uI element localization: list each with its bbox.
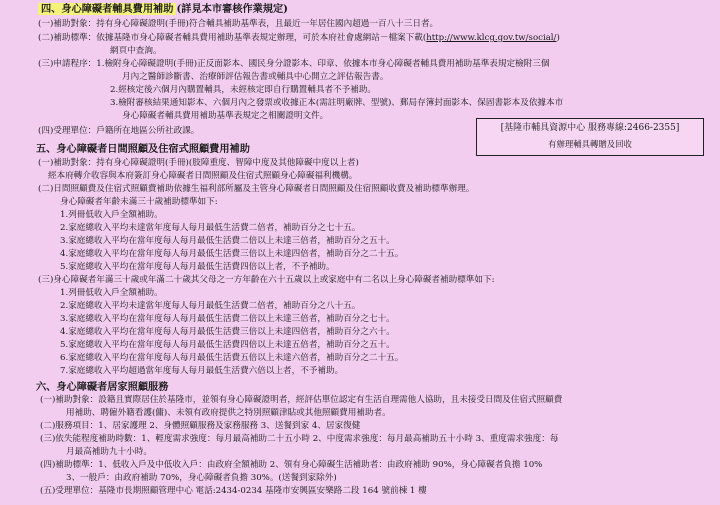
s5-item-2-intro: 身心障礙者年齡未滿三十歲補助標準如下: xyxy=(60,197,218,207)
s5-item-3-rule-5: 5.家庭總收入平均在當年度每人每月最低生活費四倍以上未達五倍者，補助百分之五十。 xyxy=(60,340,395,350)
s4-item-3-step-3-cont: 身心障礙者輔具費用補助基準表規定之相關證明文件。 xyxy=(122,111,329,121)
s6-item-3-cont: 月最高補助九十小時。 xyxy=(66,447,152,457)
s4-item-2-cont: 網頁中查詢。 xyxy=(110,46,162,56)
s4-item-2-close: ) xyxy=(556,33,560,43)
s5-item-3-rule-3: 3.家庭總收入平均在當年度每人每月最低生活費二倍以上未達三倍者，補助百分之七十。 xyxy=(60,314,395,324)
section-4-heading xyxy=(38,3,288,16)
s5-item-2-rule-3: 3.家庭總收入平均在當年度每人每月最低生活費二倍以上未達三倍者，補助百分之五十。 xyxy=(60,236,395,246)
s5-item-3-rule-1: 1.列冊低收入戶全額補助。 xyxy=(60,288,163,298)
s6-item-1-cont: 用補助、聘僱外籍看護(傭)、未領有政府提供之特別照顧津貼或其他照顧費用補助者。 xyxy=(66,408,391,418)
s6-item-5: (五)受理單位：基隆市長期照顧管理中心 電話:2434-0234 基隆市安興區安樂路二段 164 號前棟 1 樓 xyxy=(40,486,427,496)
s5-item-1-cont: 經本府轉介收容與本府簽訂身心障礙者日間照顧及住宿式照顧身心障礙福利機構。 xyxy=(48,171,358,181)
section-4-title: 四、身心障礙者輔具費用補助 xyxy=(38,3,176,15)
s4-item-1: (一)補助對象：持有身心障礙證明(手冊)符合輔具補助基準表，且最近一年居住國內超過一百八十三日者。 xyxy=(38,19,439,29)
service-hotline: [基隆市輔具資源中心 服務專線:2466-2355] xyxy=(500,123,680,133)
social-website-link[interactable]: http://www.klcg.gov.tw/social/ xyxy=(426,33,557,43)
s6-item-2: (二)服務項目：1、居家護理 2、身體照顧服務及家務服務 3、送餐到家 4、居家復健 xyxy=(40,421,361,431)
section-6-title: 六、身心障礙者居家照顧服務 xyxy=(36,381,169,393)
s5-item-1: (一)補助對象：持有身心障礙證明(手冊)(肢障重度、智障中度及其他障礙中度以上者) xyxy=(38,158,359,168)
s5-item-2-rule-2: 2.家庭總收入平均未達當年度每人每月最低生活費二倍者，補助百分之七十五。 xyxy=(60,223,361,233)
s6-item-3: (三)依失能程度補助時數：1、輕度需求強度：每月最高補助二十五小時 2、中度需求強度：每月最高補助五十小時 3、重度需求強度：每 xyxy=(40,434,559,444)
assistive-device-center-box xyxy=(476,118,704,156)
s6-item-4: (四)補助標準：1、低收入戶及中低收入戶：由政府全額補助 2、領有身心障礙生活補助者：由政府補助 90%，身心障礙者負擔 10% xyxy=(40,460,543,470)
s6-item-4-cont: 3、一般戶：由政府補助 70%，身心障礙者負擔 30%。(送餐到家除外) xyxy=(66,473,337,483)
s4-item-2-text: (二)補助標準：依據基隆市身心障礙者輔具費用補助基準表規定辦理，可於本府社會處網站－檔案下載( xyxy=(38,33,427,43)
s5-item-3-rule-7: 7.家庭總收入平均超過當年度每人每月最低生活費六倍以上者，不予補助。 xyxy=(60,366,344,376)
s6-item-1: (一)補助對象：設籍且實際居住於基隆市，並領有身心障礙證明者，經評估單位認定有生活自理需他人協助，且未接受日間及住宿式照顧費 xyxy=(40,395,563,405)
s4-item-3: (三)申請程序：1.檢附身心障礙證明(手冊)正反面影本、國民身分證影本、印章、依據本市身心障礙者輔具費用補助基準表規定檢附三個 xyxy=(38,59,550,69)
s5-item-3-rule-2: 2.家庭總收入平均未達當年度每人每月最低生活費二倍者，補助百分之八十五。 xyxy=(60,301,361,311)
s5-item-3-rule-4: 4.家庭總收入平均在當年度每人每月最低生活費三倍以上未達四倍者，補助百分之六十。 xyxy=(60,327,395,337)
s4-item-3-cont: 月內之醫師診斷書、治療師評估報告書或輔具中心開立之評估報告書。 xyxy=(122,72,389,82)
s5-item-2-rule-5: 5.家庭總收入平均在當年度每人每月最低生活費四倍以上者，不予補助。 xyxy=(60,262,335,272)
section-4-title-note: (詳見本市審核作業規定) xyxy=(176,3,288,15)
s5-item-2-rule-1: 1.列冊低收入戶全額補助。 xyxy=(60,210,163,220)
device-recycle-note: 有辦理輔具轉贈及回收 xyxy=(548,139,632,149)
s5-item-3: (三)身心障礙者年滿三十歲或年滿二十歲其父母之一方年齡在六十五歲以上或家庭中有二名以上身心障礙者補助標準如下: xyxy=(38,275,495,285)
s5-item-3-rule-6: 6.家庭總收入平均在當年度每人每月最低生活費五倍以上未達六倍者，補助百分之二十五。 xyxy=(60,353,404,363)
section-5-title: 五、身心障礙者日間照顧及住宿式照顧費用補助 xyxy=(36,143,250,155)
s5-item-2: (二)日間照顧費及住宿式照顧費補助依據生福利部所屬及主管身心障礙者日間照顧及住宿照顧收費及補助標準辦理。 xyxy=(38,184,475,194)
s5-item-2-rule-4: 4.家庭總收入平均在當年度每人每月最低生活費三倍以上未達四倍者，補助百分之二十五。 xyxy=(60,249,404,259)
s4-item-4: (四)受理單位：戶籍所在地區公所社政課。 xyxy=(38,126,200,136)
s4-item-3-step-3: 3.檢附審核結果通知影本、六個月內之發票或收據正本(需註明廠牌、型號)、郵局存簿封面影本、保固書影本及依據本市 xyxy=(110,98,564,108)
s4-item-2 xyxy=(38,33,560,44)
s4-item-3-step-2: 2.經核定後六個月內購置輔具，未經核定即自行購置輔具者不予補助。 xyxy=(110,85,377,95)
